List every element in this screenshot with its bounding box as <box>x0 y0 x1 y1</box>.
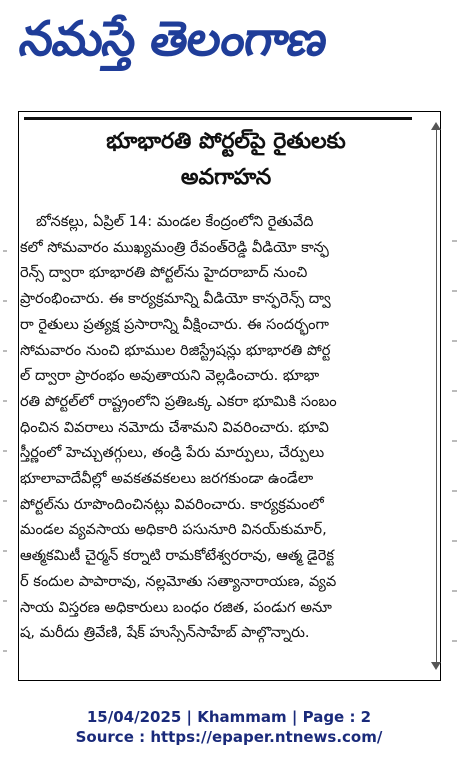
clip-height-line <box>436 128 437 664</box>
body-line: ష, మరీదు త్రివేణి, షేక్ హుస్సేన్‌సాహేబ్ పాల్గొన్నారు. <box>20 624 310 642</box>
body-line: రా రైతులు ప్రత్యక్ష ప్రసారాన్ని వీక్షించారు. ఈ సందర్భంగా <box>20 315 329 333</box>
article-headline <box>26 124 426 196</box>
arrow-up-icon <box>431 122 441 130</box>
footer-source: Source : https://epaper.ntnews.com/ <box>75 728 383 746</box>
headline-line: భూభారతి పోర్టల్‌పై రైతులకు <box>106 129 346 154</box>
headline-line: అవగాహన <box>180 165 272 190</box>
body-line: భూలావాదేవీల్లో అవకతవకలలు జరగకుండా ఉండేలా <box>20 470 314 488</box>
body-line: ర్ కందుల పాపారావు, నల్లమోతు సత్యానారాయణ, వ్యవ <box>20 572 337 590</box>
arrow-down-icon <box>431 662 441 670</box>
body-line: మండల వ్యవసాయ అధికారి పసునూరి వినయ్‌కుమార్, <box>20 521 327 539</box>
body-line: రతి పోర్టల్‌లో రాష్ట్రంలోని ప్రతిఒక్క ఎకరా భూమికి సంబం <box>20 392 337 410</box>
body-line: పోర్టల్‌ను రూపొందించినట్లు వివరించారు. కార్యక్రమంలో <box>20 495 324 513</box>
article-body <box>20 209 430 646</box>
body-line: సాయ విస్తరణ అధికారులు బంధం రజిత, పండుగ అనూ <box>20 598 332 616</box>
masthead-title: నమస్తే తెలంగాణ <box>16 11 331 67</box>
body-line: కలో సోమవారం ముఖ్యమంత్రి రేవంత్‌రెడ్డి వీడియో కాన్ఫ <box>20 238 329 256</box>
body-line: స్తీర్ణంలో హెచ్చుతగ్గులు, తండ్రి పేరు మార్పులు, చేర్పులు <box>20 444 325 462</box>
body-line: ధించిన వివరాలు నమోదు చేశామని వివరించారు. భూవి <box>20 418 329 436</box>
left-margin-marks <box>0 0 8 769</box>
footer-date-edition: 15/04/2025 | Khammam | Page : 2 <box>86 708 372 726</box>
body-line: బోనకల్లు, ఏప్రిల్ 14: మండల కేంద్రంలోని రైతువేది <box>36 213 314 230</box>
body-line: రెన్స్ ద్వారా భూభారతి పోర్టల్‌ను హైదరాబాద్ నుంచి <box>20 264 308 282</box>
body-line: ఆత్మకమిటీ చైర్మన్ కర్నాటి రామకోటేశ్వరరావు, ఆత్మ డైరెక్ట <box>20 547 335 565</box>
body-line: ల్ ద్వారా ప్రారంభం అవుతాయని వెల్లడించారు. భూభా <box>20 367 320 385</box>
body-line: ప్రారంభించారు. ఈ కార్యక్రమాన్ని వీడియో కాన్ఫరెన్స్ ద్వా <box>20 290 331 308</box>
top-rule <box>24 117 412 120</box>
body-line: సోమవారం నుంచి భూముల రిజిస్ట్రేషన్లు భూభారతి పోర్ట <box>20 341 331 359</box>
